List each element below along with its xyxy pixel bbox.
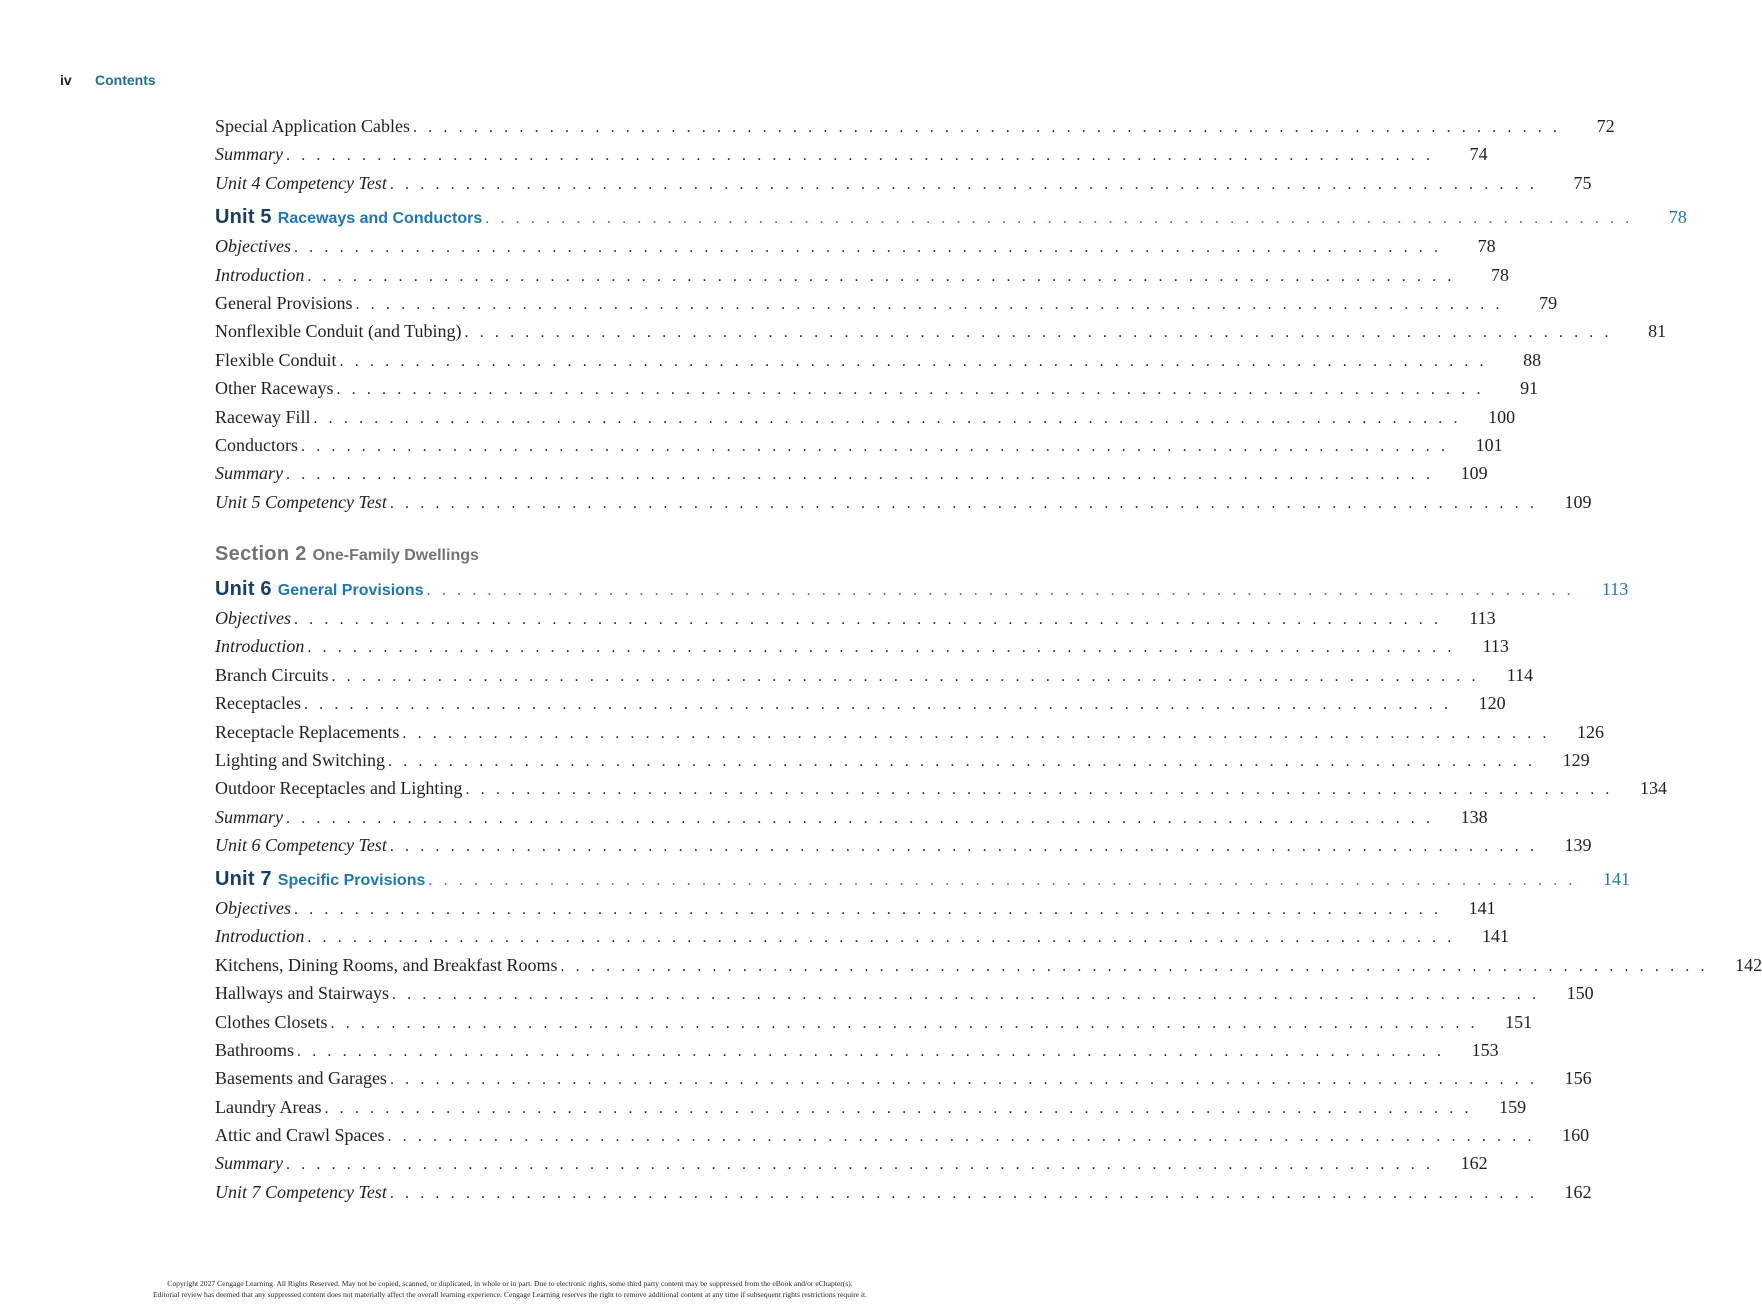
toc-entry-page: 151 [1505, 1012, 1533, 1032]
toc-entry-page: 162 [1460, 1153, 1488, 1173]
toc-entry[interactable] [215, 979, 1594, 1007]
unit-number: Unit 7 [215, 868, 272, 890]
dot-leader: . . . . . . . . . . . . . . . . . . . . . . . . . . . . . . . . . . . . . . . . . . . . . . . . . . . . . . . . . . . . . . . . . . . . . . . . . . . . [355, 296, 1504, 313]
toc-entry-label: Basements and Garages [215, 1068, 387, 1088]
dot-leader: . . . . . . . . . . . . . . . . . . . . . . . . . . . . . . . . . . . . . . . . . . . . . . . . . . . . . . . . . . . . . . . . . . . . . . . . . . . . [389, 176, 1538, 193]
section-heading [215, 539, 479, 569]
toc-entry-page: 113 [1469, 608, 1496, 628]
toc-entry-label: Introduction [215, 265, 305, 285]
toc-entry-label: Raceway Fill [215, 407, 311, 427]
dot-leader: . . . . . . . . . . . . . . . . . . . . . . . . . . . . . . . . . . . . . . . . . . . . . . . . . . . . . . . . . . . . . . . . . . . . . . . . . . . . [389, 1071, 1538, 1088]
dot-leader: . . . . . . . . . . . . . . . . . . . . . . . . . . . . . . . . . . . . . . . . . . . . . . . . . . . . . . . . . . . . . . . . . . . . . . . . . . . . [388, 753, 1536, 770]
toc-entry-label: Summary [215, 1153, 283, 1173]
dot-leader: . . . . . . . . . . . . . . . . . . . . . . . . . . . . . . . . . . . . . . . . . . . . . . . . . . . . . . . . . . . . . . . . . . . . . . . . . . . . [426, 582, 1575, 599]
dot-leader: . . . . . . . . . . . . . . . . . . . . . . . . . . . . . . . . . . . . . . . . . . . . . . . . . . . . . . . . . . . . . . . . . . . . . . . . . . . . [307, 929, 1455, 946]
toc-entry-page: 159 [1499, 1097, 1527, 1117]
toc-entry-label: Lighting and Switching [215, 750, 385, 770]
dot-leader: . . . . . . . . . . . . . . . . . . . . . . . . . . . . . . . . . . . . . . . . . . . . . . . . . . . . . . . . . . . . . . . . . . . . . . . . . . . . [286, 147, 1434, 164]
toc-entry[interactable] [215, 1036, 1499, 1064]
toc-entry-page: 141 [1481, 926, 1509, 946]
dot-leader: . . . . . . . . . . . . . . . . . . . . . . . . . . . . . . . . . . . . . . . . . . . . . . . . . . . . . . . . . . . . . . . . . . . . . . . . . . . . [307, 268, 1455, 285]
toc-entry-label: Introduction [215, 926, 305, 946]
toc-entry[interactable] [215, 922, 1509, 950]
toc-entry-page: 78 [1490, 265, 1509, 285]
dot-leader: . . . . . . . . . . . . . . . . . . . . . . . . . . . . . . . . . . . . . . . . . . . . . . . . . . . . . . . . . . . . . . . . . . . . . . . . . . . . [313, 410, 1462, 427]
toc-entry-label: Objectives [215, 236, 291, 256]
toc-entry[interactable] [215, 1149, 1488, 1177]
toc-entry[interactable] [215, 346, 1542, 374]
unit-heading [215, 575, 427, 605]
dot-leader: . . . . . . . . . . . . . . . . . . . . . . . . . . . . . . . . . . . . . . . . . . . . . . . . . . . . . . . . . . . . . . . . . . . . . . . . . . . . [464, 324, 1613, 341]
copyright-footer [0, 1278, 1020, 1300]
toc-entry[interactable] [215, 112, 1615, 140]
toc-entry-page: 162 [1564, 1182, 1592, 1202]
toc-entry-page: 74 [1469, 144, 1488, 164]
toc-entry-label: Summary [215, 144, 283, 164]
toc-entry[interactable] [215, 1121, 1590, 1149]
toc-entry[interactable] [215, 774, 1668, 802]
dot-leader: . . . . . . . . . . . . . . . . . . . . . . . . . . . . . . . . . . . . . . . . . . . . . . . . . . . . . . . . . . . . . . . . . . . . . . . . . . . . [293, 239, 1442, 256]
dot-leader: . . . . . . . . . . . . . . . . . . . . . . . . . . . . . . . . . . . . . . . . . . . . . . . . . . . . . . . . . . . . . . . . . . . . . . . . . . . . [402, 725, 1551, 742]
toc-entry[interactable] [215, 1008, 1533, 1036]
dot-leader: . . . . . . . . . . . . . . . . . . . . . . . . . . . . . . . . . . . . . . . . . . . . . . . . . . . . . . . . . . . . . . . . . . . . . . . . . . . . [307, 639, 1455, 656]
toc-entry-page: 150 [1566, 983, 1594, 1003]
toc-entry[interactable] [215, 632, 1509, 660]
toc-entry-page: 78 [1668, 207, 1687, 227]
running-head-title: Contents [95, 72, 156, 88]
toc-entry-page: 109 [1564, 492, 1592, 512]
toc-unit-5[interactable] [215, 203, 1687, 231]
toc-entry[interactable] [215, 1178, 1592, 1206]
toc-entry-page: 113 [1482, 636, 1509, 656]
copyright-line-2: Editorial review has deemed that any suppressed content does not materially affect the overall learning experience. Cengage Learning reserves the right to remove additional content at any time if subsequent rights restrictions require it. [152, 1290, 868, 1299]
toc-entry-page: 88 [1523, 350, 1542, 370]
toc-entry-page: 114 [1506, 665, 1534, 685]
toc-entry[interactable] [215, 317, 1667, 345]
toc-entry[interactable] [215, 1064, 1592, 1092]
toc-entry-page: 141 [1602, 869, 1630, 889]
toc-entry-label: Receptacles [215, 693, 301, 713]
toc-entry-page: 81 [1648, 321, 1667, 341]
unit-number: Unit 5 [215, 206, 272, 228]
toc-unit-6[interactable] [215, 575, 1629, 603]
toc-entry[interactable] [215, 951, 1762, 979]
dot-leader: . . . . . . . . . . . . . . . . . . . . . . . . . . . . . . . . . . . . . . . . . . . . . . . . . . . . . . . . . . . . . . . . . . . . . . . . . . . . [286, 466, 1434, 483]
toc-entry-page: 139 [1564, 835, 1592, 855]
toc-unit-7[interactable] [215, 865, 1630, 893]
toc-entry-page: 120 [1478, 693, 1506, 713]
toc-entry-label: Other Raceways [215, 378, 334, 398]
section-number: Section 2 [215, 543, 307, 565]
unit-title: Raceways and Conductors [277, 210, 483, 227]
toc-entry[interactable] [215, 746, 1590, 774]
unit-title: Specific Provisions [277, 872, 426, 889]
toc-entry-page: 109 [1460, 463, 1488, 483]
toc-entry-label: Objectives [215, 608, 291, 628]
toc-entry-label: Summary [215, 463, 283, 483]
dot-leader: . . . . . . . . . . . . . . . . . . . . . . . . . . . . . . . . . . . . . . . . . . . . . . . . . . . . . . . . . . . . . . . . . . . . . . . . . . . . [286, 810, 1434, 827]
toc-entry[interactable] [215, 232, 1496, 260]
unit-title: General Provisions [277, 582, 424, 599]
toc-entry-label: Attic and Crawl Spaces [215, 1125, 385, 1145]
toc-entry-label: Kitchens, Dining Rooms, and Breakfast Rooms [215, 955, 558, 975]
toc-entry[interactable] [215, 831, 1592, 859]
toc-entry-page: 156 [1564, 1068, 1592, 1088]
dot-leader: . . . . . . . . . . . . . . . . . . . . . . . . . . . . . . . . . . . . . . . . . . . . . . . . . . . . . . . . . . . . . . . . . . . . . . . . . . . . [331, 668, 1480, 685]
toc-entry-page: 101 [1475, 435, 1503, 455]
toc-entry-label: Bathrooms [215, 1040, 294, 1060]
page-folio: iv [60, 72, 72, 88]
dot-leader: . . . . . . . . . . . . . . . . . . . . . . . . . . . . . . . . . . . . . . . . . . . . . . . . . . . . . . . . . . . . . . . . . . . . . . . . . . . . [297, 1043, 1445, 1060]
toc-entry[interactable] [215, 894, 1496, 922]
toc-entry[interactable] [215, 431, 1503, 459]
toc-entry-label: General Provisions [215, 293, 353, 313]
toc-entry-page: 72 [1596, 116, 1615, 136]
toc-entry-page: 141 [1468, 898, 1496, 918]
toc-entry[interactable] [215, 459, 1488, 487]
dot-leader: . . . . . . . . . . . . . . . . . . . . . . . . . . . . . . . . . . . . . . . . . . . . . . . . . . . . . . . . . . . . . . . . . . . . . . . . . . . . [389, 1185, 1538, 1202]
toc-entry[interactable] [215, 140, 1488, 168]
toc-entry-label: Receptacle Replacements [215, 722, 400, 742]
toc-entry-label: Laundry Areas [215, 1097, 322, 1117]
dot-leader: . . . . . . . . . . . . . . . . . . . . . . . . . . . . . . . . . . . . . . . . . . . . . . . . . . . . . . . . . . . . . . . . . . . . . . . . . . . . [560, 958, 1709, 975]
toc-entry-page: 75 [1573, 173, 1592, 193]
toc-entry-page: 126 [1577, 722, 1605, 742]
toc-entry-page: 134 [1640, 778, 1668, 798]
toc-entry-page: 78 [1477, 236, 1496, 256]
toc-entry[interactable] [215, 689, 1506, 717]
toc-entry-page: 91 [1520, 378, 1539, 398]
unit-heading [215, 865, 428, 895]
dot-leader: . . . . . . . . . . . . . . . . . . . . . . . . . . . . . . . . . . . . . . . . . . . . . . . . . . . . . . . . . . . . . . . . . . . . . . . . . . . . [301, 438, 1449, 455]
unit-number: Unit 6 [215, 578, 272, 600]
dot-leader: . . . . . . . . . . . . . . . . . . . . . . . . . . . . . . . . . . . . . . . . . . . . . . . . . . . . . . . . . . . . . . . . . . . . . . . . . . . . [286, 1156, 1434, 1173]
dot-leader: . . . . . . . . . . . . . . . . . . . . . . . . . . . . . . . . . . . . . . . . . . . . . . . . . . . . . . . . . . . . . . . . . . . . . . . . . . . . [339, 353, 1488, 370]
dot-leader: . . . . . . . . . . . . . . . . . . . . . . . . . . . . . . . . . . . . . . . . . . . . . . . . . . . . . . . . . . . . . . . . . . . . . . . . . . . . [412, 119, 1561, 136]
toc-entry-label: Summary [215, 807, 283, 827]
toc-entry-label: Hallways and Stairways [215, 983, 389, 1003]
toc-entry-page: 100 [1488, 407, 1516, 427]
toc-entry-page: 113 [1601, 579, 1629, 599]
toc-entry[interactable] [215, 1093, 1527, 1121]
toc-entry-page: 153 [1471, 1040, 1499, 1060]
dot-leader: . . . . . . . . . . . . . . . . . . . . . . . . . . . . . . . . . . . . . . . . . . . . . . . . . . . . . . . . . . . . . . . . . . . . . . . . . . . . [389, 495, 1538, 512]
toc-entry-label: Unit 6 Competency Test [215, 835, 387, 855]
running-head [60, 71, 156, 89]
toc-entry-page: 79 [1539, 293, 1558, 313]
toc-entry-label: Special Application Cables [215, 116, 410, 136]
toc-entry[interactable] [215, 604, 1496, 632]
toc-entry[interactable] [215, 718, 1605, 746]
dot-leader: . . . . . . . . . . . . . . . . . . . . . . . . . . . . . . . . . . . . . . . . . . . . . . . . . . . . . . . . . . . . . . . . . . . . . . . . . . . . [485, 210, 1633, 227]
dot-leader: . . . . . . . . . . . . . . . . . . . . . . . . . . . . . . . . . . . . . . . . . . . . . . . . . . . . . . . . . . . . . . . . . . . . . . . . . . . . [293, 901, 1442, 918]
toc-entry-label: Unit 5 Competency Test [215, 492, 387, 512]
toc-entry-label: Branch Circuits [215, 665, 329, 685]
toc-entry-label: Objectives [215, 898, 291, 918]
toc-entry-label: Unit 7 Competency Test [215, 1182, 387, 1202]
dot-leader: . . . . . . . . . . . . . . . . . . . . . . . . . . . . . . . . . . . . . . . . . . . . . . . . . . . . . . . . . . . . . . . . . . . . . . . . . . . . [303, 696, 1452, 713]
toc-entry[interactable] [215, 289, 1558, 317]
toc-entry[interactable] [215, 403, 1516, 431]
dot-leader: . . . . . . . . . . . . . . . . . . . . . . . . . . . . . . . . . . . . . . . . . . . . . . . . . . . . . . . . . . . . . . . . . . . . . . . . . . . . [387, 1128, 1536, 1145]
toc-entry-page: 138 [1460, 807, 1488, 827]
dot-leader: . . . . . . . . . . . . . . . . . . . . . . . . . . . . . . . . . . . . . . . . . . . . . . . . . . . . . . . . . . . . . . . . . . . . . . . . . . . . [336, 381, 1485, 398]
dot-leader: . . . . . . . . . . . . . . . . . . . . . . . . . . . . . . . . . . . . . . . . . . . . . . . . . . . . . . . . . . . . . . . . . . . . . . . . . . . . [324, 1100, 1473, 1117]
toc-entry[interactable] [215, 261, 1509, 289]
dot-leader: . . . . . . . . . . . . . . . . . . . . . . . . . . . . . . . . . . . . . . . . . . . . . . . . . . . . . . . . . . . . . . . . . . . . . . . . . . . . [465, 781, 1614, 798]
toc-entry[interactable] [215, 661, 1534, 689]
toc-entry-page: 160 [1562, 1125, 1590, 1145]
toc-entry-label: Unit 4 Competency Test [215, 173, 387, 193]
toc-entry-page: 129 [1562, 750, 1590, 770]
copyright-line-1: Copyright 2027 Cengage Learning. All Rights Reserved. May not be copied, scanned, or duplicated, in whole or in part. Due to electronic rights, some third party content may be suppressed from the eBook and/or eChapter(s). [167, 1279, 853, 1288]
toc-entry-label: Flexible Conduit [215, 350, 337, 370]
dot-leader: . . . . . . . . . . . . . . . . . . . . . . . . . . . . . . . . . . . . . . . . . . . . . . . . . . . . . . . . . . . . . . . . . . . . . . . . . . . . [428, 872, 1576, 889]
toc-entry-label: Conductors [215, 435, 298, 455]
toc-entry-label: Introduction [215, 636, 305, 656]
toc-entry[interactable] [215, 374, 1539, 402]
unit-heading [215, 203, 485, 233]
section-title: One-Family Dwellings [312, 547, 479, 564]
toc-entry-label: Clothes Closets [215, 1012, 328, 1032]
toc-entry[interactable] [215, 169, 1592, 197]
toc-entry-page: 142 [1735, 955, 1762, 975]
dot-leader: . . . . . . . . . . . . . . . . . . . . . . . . . . . . . . . . . . . . . . . . . . . . . . . . . . . . . . . . . . . . . . . . . . . . . . . . . . . . [391, 986, 1540, 1003]
toc-entry[interactable] [215, 488, 1592, 516]
dot-leader: . . . . . . . . . . . . . . . . . . . . . . . . . . . . . . . . . . . . . . . . . . . . . . . . . . . . . . . . . . . . . . . . . . . . . . . . . . . . [389, 838, 1538, 855]
dot-leader: . . . . . . . . . . . . . . . . . . . . . . . . . . . . . . . . . . . . . . . . . . . . . . . . . . . . . . . . . . . . . . . . . . . . . . . . . . . . [293, 611, 1442, 628]
toc-entry-label: Outdoor Receptacles and Lighting [215, 778, 463, 798]
toc-entry-label: Nonflexible Conduit (and Tubing) [215, 321, 462, 341]
toc-entry[interactable] [215, 803, 1488, 831]
dot-leader: . . . . . . . . . . . . . . . . . . . . . . . . . . . . . . . . . . . . . . . . . . . . . . . . . . . . . . . . . . . . . . . . . . . . . . . . . . . . [330, 1015, 1479, 1032]
